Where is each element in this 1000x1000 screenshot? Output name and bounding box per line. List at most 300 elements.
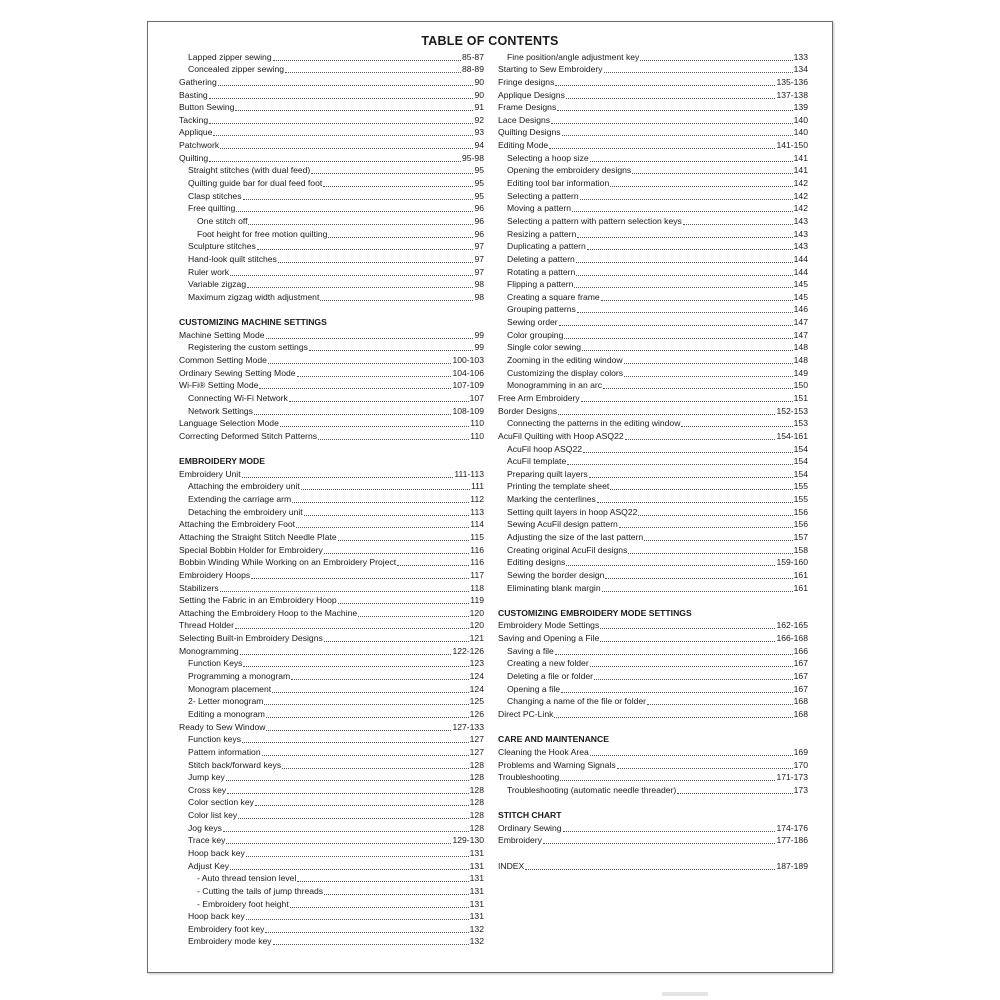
toc-entry-page: 118 [470, 582, 484, 593]
dot-leader [209, 98, 474, 99]
toc-entry-title: Pattern information [188, 746, 261, 757]
toc-entry-page: 143 [793, 241, 808, 252]
toc-entry [498, 240, 808, 253]
toc-entry [498, 379, 808, 392]
toc-entry-title: Color list key [188, 810, 238, 821]
toc-entry [179, 783, 484, 796]
dot-leader [272, 692, 469, 693]
toc-entry [498, 113, 808, 126]
toc-entry [179, 404, 484, 417]
toc-entry-page: 145 [793, 279, 808, 290]
toc-entry [179, 922, 484, 935]
toc-entry-title: Connecting Wi-Fi Network [188, 392, 288, 403]
toc-entry-title: Grouping patterns [507, 304, 576, 315]
toc-entry-title: Direct PC-Link [498, 708, 554, 719]
toc-entry-title: STITCH CHART [498, 810, 562, 821]
dot-leader [624, 363, 793, 364]
dot-leader [266, 717, 469, 718]
dot-leader [236, 211, 473, 212]
dot-leader [628, 553, 792, 554]
toc-entry-page: 96 [474, 203, 484, 214]
dot-leader [632, 173, 792, 174]
dot-leader [230, 275, 473, 276]
toc-entry-title: EMBROIDERY MODE [179, 456, 265, 467]
toc-entry-title: Extending the carriage arm [188, 494, 292, 505]
toc-entry-title: Detaching the embroidery unit [188, 506, 303, 517]
toc-entry [179, 126, 484, 139]
dot-leader [580, 199, 793, 200]
dot-leader [297, 376, 452, 377]
toc-entry-title: AcuFil template [507, 456, 567, 467]
toc-entry-title: Free Arm Embroidery [498, 392, 580, 403]
dot-leader [209, 123, 473, 124]
toc-entry-page: 146 [793, 304, 808, 315]
dot-leader [227, 793, 468, 794]
toc-entry [498, 404, 808, 417]
toc-entry-title: Editing Mode [498, 140, 549, 151]
toc-entry-page: 85-87 [462, 51, 484, 62]
dot-leader [246, 919, 469, 920]
toc-entry-page: 147 [793, 329, 808, 340]
dot-leader [235, 628, 469, 629]
toc-entry-page: 98 [474, 279, 484, 290]
dot-leader [604, 72, 793, 73]
toc-entry-title: Customizing the display colors [507, 367, 624, 378]
toc-section-heading [498, 733, 808, 746]
toc-entry [498, 480, 808, 493]
toc-entry-title: Attaching the Embroidery Foot [179, 519, 296, 530]
dot-leader [683, 224, 793, 225]
dot-leader [543, 843, 776, 844]
dot-leader [257, 249, 474, 250]
toc-entry [498, 695, 808, 708]
toc-entry-page: 97 [474, 266, 484, 277]
toc-entry [498, 644, 808, 657]
toc-entry-page: 131 [469, 860, 484, 871]
toc-entry-title: Preparing quilt layers [507, 468, 588, 479]
toc-entry-page: 154 [793, 456, 808, 467]
toc-entry [498, 657, 808, 670]
dot-leader [290, 907, 469, 908]
toc-entry [498, 366, 808, 379]
dot-leader [589, 477, 793, 478]
dot-leader [338, 603, 470, 604]
toc-entry [498, 138, 808, 151]
toc-entry-title: Sewing AcuFil design pattern [507, 519, 618, 530]
toc-entry-title: Cross key [188, 784, 227, 795]
toc-entry-page: 111-113 [454, 468, 484, 479]
dot-leader [273, 944, 469, 945]
toc-section-heading [498, 606, 808, 619]
toc-entry-title: Stitch back/forward keys [188, 759, 282, 770]
toc-entry-page: 167 [793, 658, 808, 669]
toc-left-column [179, 50, 484, 947]
toc-entry-page: 88-89 [462, 64, 484, 75]
toc-entry-page: 140 [793, 114, 808, 125]
dot-leader [220, 591, 470, 592]
toc-spacer [179, 442, 484, 455]
dot-leader [602, 591, 793, 592]
dot-leader [617, 768, 793, 769]
dot-leader [292, 502, 469, 503]
toc-entry [179, 568, 484, 581]
toc-entry [179, 631, 484, 644]
toc-entry [179, 391, 484, 404]
toc-entry-title: Creating original AcuFil designs [507, 544, 628, 555]
toc-entry [179, 695, 484, 708]
toc-entry [179, 492, 484, 505]
dot-leader [265, 932, 468, 933]
toc-entry-page: 162-165 [776, 620, 808, 631]
toc-entry [179, 278, 484, 291]
dot-leader [590, 755, 793, 756]
toc-entry [498, 315, 808, 328]
toc-entry-title: Saving and Opening a File [498, 633, 600, 644]
toc-entry-page: 119 [470, 595, 484, 606]
dot-leader [581, 401, 793, 402]
dot-leader [525, 869, 775, 870]
toc-entry [179, 252, 484, 265]
toc-entry-title: Selecting Built-in Embroidery Designs [179, 633, 323, 644]
toc-entry-page: 140 [793, 127, 808, 138]
dot-leader [213, 135, 473, 136]
toc-entry-page: 168 [793, 708, 808, 719]
toc-entry-title: INDEX [498, 860, 525, 871]
dot-leader [268, 363, 452, 364]
dot-leader [590, 666, 793, 667]
toc-entry-page: 142 [793, 203, 808, 214]
toc-entry-title: Hand-look quilt stitches [188, 253, 277, 264]
toc-entry-title: Ruler work [188, 266, 230, 277]
toc-entry [179, 859, 484, 872]
toc-entry-title: Fine position/angle adjustment key [507, 51, 640, 62]
dot-leader [324, 894, 469, 895]
toc-entry [179, 341, 484, 354]
dot-leader [218, 85, 474, 86]
toc-entry-page: 148 [793, 342, 808, 353]
toc-entry-title: Selecting a pattern [507, 190, 579, 201]
toc-entry-title: Programming a monogram [188, 671, 291, 682]
toc-entry [179, 101, 484, 114]
toc-entry-title: Trace key [188, 835, 226, 846]
toc-entry [498, 101, 808, 114]
dot-leader [610, 489, 792, 490]
toc-entry-title: Connecting the patterns in the editing window [507, 418, 681, 429]
toc-entry [498, 341, 808, 354]
toc-entry [498, 543, 808, 556]
toc-entry-page: 95 [474, 165, 484, 176]
dot-leader [587, 249, 793, 250]
dot-leader [549, 148, 775, 149]
toc-section-heading [498, 808, 808, 821]
toc-entry [179, 720, 484, 733]
toc-entry-title: Eliminating blank margin [507, 582, 601, 593]
toc-entry-page: 95 [474, 178, 484, 189]
toc-entry [179, 518, 484, 531]
toc-entry [179, 202, 484, 215]
dot-leader [304, 515, 470, 516]
toc-entry-title: Printing the template sheet [507, 481, 610, 492]
toc-entry [498, 530, 808, 543]
dot-leader [555, 85, 775, 86]
toc-entry [179, 808, 484, 821]
toc-entry-page: 123 [469, 658, 484, 669]
toc-entry-title: Lapped zipper sewing [188, 51, 272, 62]
dot-leader [289, 401, 469, 402]
dot-leader [561, 692, 793, 693]
toc-entry-page: 167 [793, 683, 808, 694]
dot-leader [597, 502, 793, 503]
toc-entry-title: CUSTOMIZING MACHINE SETTINGS [179, 317, 327, 328]
toc-entry-page: 141 [793, 165, 808, 176]
toc-entry [498, 568, 808, 581]
toc-entry-title: Attaching the Straight Stitch Needle Plate [179, 531, 337, 542]
toc-entry-title: Tacking [179, 114, 209, 125]
dot-leader [619, 527, 793, 528]
toc-entry-title: Hoop back key [188, 848, 245, 858]
toc-section-heading [179, 455, 484, 468]
dot-leader [564, 338, 792, 339]
toc-spacer [179, 303, 484, 316]
toc-entry-page: 99 [474, 342, 484, 353]
toc-entry-title: Setting the Fabric in an Embroidery Hoop [179, 595, 337, 606]
dot-leader [323, 186, 473, 187]
dot-leader [230, 869, 469, 870]
toc-entry [179, 707, 484, 720]
dot-leader [577, 237, 792, 238]
toc-entry-page: 110 [470, 418, 484, 429]
toc-entry-page: 95-98 [462, 152, 484, 163]
toc-entry-page: 116 [470, 557, 484, 568]
toc-entry [179, 594, 484, 607]
toc-entry-page: 150 [793, 380, 808, 391]
toc-entry [179, 834, 484, 847]
toc-entry-title: Creating a square frame [507, 291, 600, 302]
dot-leader [238, 818, 468, 819]
toc-entry-page: 111 [470, 481, 484, 492]
dot-leader [647, 704, 793, 705]
toc-entry-page: 156 [793, 506, 808, 517]
toc-entry [179, 328, 484, 341]
toc-entry [498, 821, 808, 834]
toc-entry-title: Gathering [179, 76, 217, 87]
dot-leader [566, 565, 775, 566]
toc-entry [498, 328, 808, 341]
toc-entry [179, 290, 484, 303]
toc-entry-title: Ordinary Sewing Setting Mode [179, 367, 296, 378]
dot-leader [555, 654, 793, 655]
toc-entry-title: Editing designs [507, 557, 566, 568]
dot-leader [551, 123, 793, 124]
toc-entry-title: - Cutting the tails of jump threads [197, 885, 324, 896]
toc-entry [179, 379, 484, 392]
toc-entry [498, 391, 808, 404]
toc-entry-page: 177-186 [776, 835, 808, 846]
toc-entry-title: 2- Letter monogram [188, 696, 264, 707]
toc-entry-page: 124 [469, 683, 484, 694]
dot-leader [262, 755, 469, 756]
toc-entry-title: Function keys [188, 734, 242, 745]
toc-entry [498, 492, 808, 505]
toc-entry-title: AcuFil Quilting with Hoop ASQ22 [498, 430, 624, 441]
toc-entry-title: - Auto thread tension level [197, 873, 297, 884]
dot-leader [583, 452, 793, 453]
toc-entry [498, 202, 808, 215]
toc-entry-title: Problems and Warning Signals [498, 759, 616, 770]
toc-entry [179, 884, 484, 897]
toc-entry-title: Attaching the embroidery unit [188, 481, 300, 492]
dot-leader [640, 60, 792, 61]
toc-entry-page: 96 [474, 215, 484, 226]
toc-entry-title: Variable zigzag [188, 279, 247, 290]
toc-entry [179, 530, 484, 543]
toc-entry-title: Opening a file [507, 683, 561, 694]
toc-entry [179, 138, 484, 151]
toc-entry-page: 126 [469, 708, 484, 719]
dot-leader [291, 679, 468, 680]
toc-entry-page: 129-130 [452, 835, 484, 846]
toc-entry-page: 171-173 [776, 772, 808, 783]
toc-entry-title: AcuFil hoop ASQ22 [507, 443, 583, 454]
toc-entry-title: Thread Holder [179, 620, 234, 631]
dot-leader [638, 515, 792, 516]
toc-entry [179, 669, 484, 682]
toc-entry [179, 745, 484, 758]
toc-entry [179, 417, 484, 430]
dot-leader [624, 376, 793, 377]
toc-entry-title: Monogram placement [188, 683, 272, 694]
toc-entry [179, 619, 484, 632]
toc-entry [498, 619, 808, 632]
toc-entry-page: 128 [469, 810, 484, 821]
toc-entry [498, 783, 808, 796]
toc-entry-page: 145 [793, 291, 808, 302]
toc-entry-page: 161 [793, 569, 808, 580]
dot-leader [226, 843, 451, 844]
toc-entry-page: 127-133 [452, 721, 484, 732]
toc-entry-page: 98 [474, 291, 484, 302]
dot-leader [594, 679, 793, 680]
dot-leader [264, 704, 468, 705]
dot-leader [259, 388, 451, 389]
toc-entry-title: Adjust Key [188, 860, 230, 871]
toc-entry-page: 159-160 [776, 557, 808, 568]
toc-entry [179, 75, 484, 88]
toc-entry-title: - Embroidery foot height [197, 898, 289, 909]
toc-entry [498, 75, 808, 88]
dot-leader [209, 161, 461, 162]
toc-entry-page: 131 [469, 885, 484, 896]
toc-entry-title: Special Bobbin Holder for Embroidery [179, 544, 323, 555]
toc-entry-page: 95 [474, 190, 484, 201]
toc-entry-title: Flipping a pattern [507, 279, 574, 290]
dot-leader [226, 780, 469, 781]
toc-entry [179, 556, 484, 569]
toc-entry [179, 366, 484, 379]
toc-entry [498, 442, 808, 455]
toc-entry-page: 100-103 [452, 355, 484, 366]
toc-entry-page: 91 [474, 102, 484, 113]
toc-entry-title: Monogramming in an arc [507, 380, 603, 391]
toc-entry-title: Foot height for free motion quilting [197, 228, 328, 239]
toc-entry-page: 96 [474, 228, 484, 239]
toc-entry-page: 144 [793, 253, 808, 264]
toc-entry-page: 125 [469, 696, 484, 707]
toc-entry [179, 771, 484, 784]
toc-entry-page: 149 [793, 367, 808, 378]
toc-entry [179, 88, 484, 101]
toc-entry [179, 429, 484, 442]
toc-entry-page: 112 [470, 494, 484, 505]
toc-entry-title: Creating a new folder [507, 658, 589, 669]
toc-entry-page: 151 [793, 392, 808, 403]
toc-spacer [498, 846, 808, 859]
toc-entry-page: 170 [793, 759, 808, 770]
toc-entry-title: Hoop back key [188, 911, 245, 922]
toc-entry-page: 158 [793, 544, 808, 555]
toc-entry [498, 126, 808, 139]
toc-entry [498, 303, 808, 316]
toc-entry-title: Changing a name of the file or folder [507, 696, 647, 707]
toc-entry [498, 417, 808, 430]
dot-leader [358, 616, 468, 617]
dot-leader [572, 211, 793, 212]
dot-leader [242, 477, 454, 478]
dot-leader [220, 148, 473, 149]
toc-entry [179, 581, 484, 594]
toc-entry-page: 131 [469, 898, 484, 909]
toc-entry [179, 733, 484, 746]
toc-entry [179, 758, 484, 771]
toc-entry-title: Duplicating a pattern [507, 241, 586, 252]
toc-entry [179, 63, 484, 76]
dot-leader [610, 186, 792, 187]
toc-entry-title: Setting quilt layers in hoop ASQ22 [507, 506, 638, 517]
dot-leader [324, 553, 470, 554]
dot-leader [557, 110, 792, 111]
toc-entry-title: Single color sewing [507, 342, 582, 353]
toc-entry-title: Embroidery mode key [188, 936, 272, 947]
toc-entry-page: 187-189 [776, 860, 808, 871]
dot-leader [248, 224, 473, 225]
dot-leader [243, 666, 468, 667]
dot-leader [311, 173, 473, 174]
toc-entry [498, 758, 808, 771]
dot-leader [625, 439, 776, 440]
toc-entry-page: 167 [793, 671, 808, 682]
toc-entry-title: Fringe designs [498, 76, 555, 87]
toc-entry-title: CARE AND MAINTENANCE [498, 734, 609, 745]
toc-entry-page: 133 [793, 51, 808, 62]
toc-entry-page: 113 [470, 506, 484, 517]
toc-entry-page: 155 [793, 494, 808, 505]
dot-leader [681, 426, 792, 427]
toc-entry [179, 164, 484, 177]
dot-leader [338, 540, 470, 541]
toc-entry-title: Common Setting Mode [179, 355, 267, 366]
dot-leader [309, 350, 474, 351]
toc-entry-title: Concealed zipper sewing [188, 64, 285, 75]
toc-entry-page: 132 [469, 923, 484, 934]
toc-entry-title: Border Designs [498, 405, 558, 416]
toc-entry-page: 161 [793, 582, 808, 593]
dot-leader [397, 565, 469, 566]
toc-entry-title: Embroidery Mode Settings [498, 620, 600, 631]
toc-entry-page: 142 [793, 178, 808, 189]
toc-entry-title: Registering the custom settings [188, 342, 308, 353]
horizontal-scrollbar[interactable] [662, 992, 708, 996]
dot-leader [605, 578, 792, 579]
